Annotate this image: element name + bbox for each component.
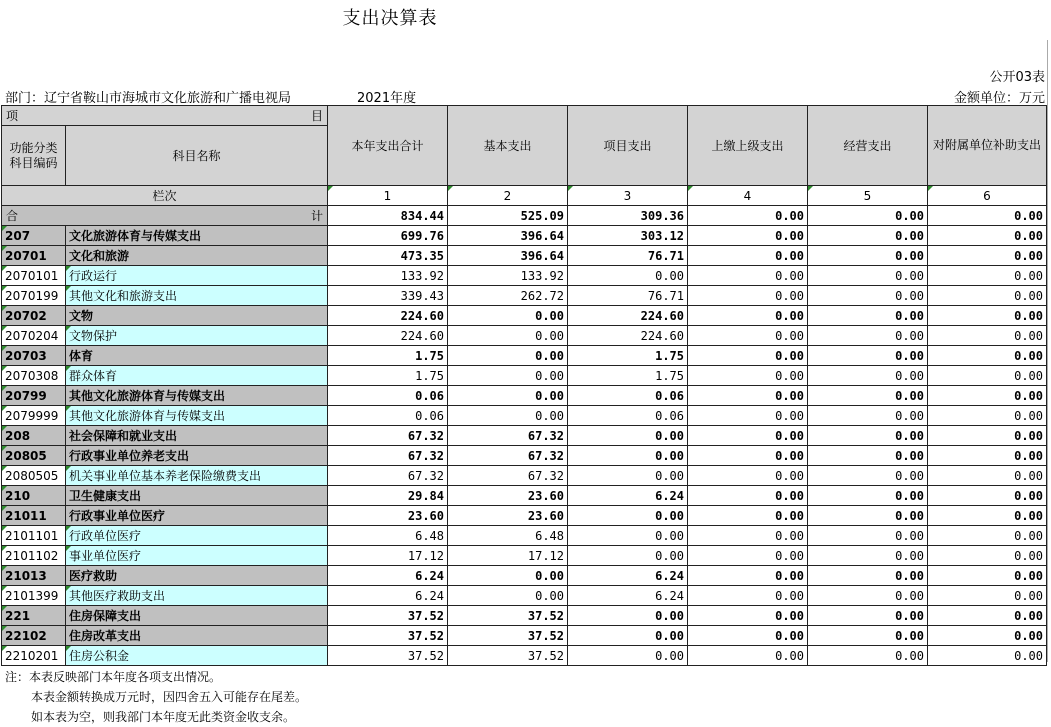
row-name: 事业单位医疗	[66, 546, 328, 566]
table-row	[2, 266, 1047, 286]
row-value-4: 0.00	[688, 466, 808, 486]
total-value-4: 0.00	[688, 206, 808, 226]
row-code: 208	[2, 426, 66, 446]
row-value-3: 0.00	[568, 266, 688, 286]
row-code: 22102	[2, 626, 66, 646]
row-value-1: 37.52	[328, 646, 448, 666]
row-code: 20799	[2, 386, 66, 406]
row-value-6: 0.00	[928, 526, 1047, 546]
table-notes	[5, 667, 307, 727]
row-value-2: 262.72	[448, 286, 568, 306]
row-value-2: 37.52	[448, 646, 568, 666]
row-value-5: 0.00	[808, 586, 928, 606]
row-value-6: 0.00	[928, 486, 1047, 506]
row-value-5: 0.00	[808, 466, 928, 486]
row-value-3: 0.00	[568, 606, 688, 626]
row-code: 210	[2, 486, 66, 506]
col-header-4: 上缴上级支出	[688, 106, 808, 186]
table-row	[2, 486, 1047, 506]
row-value-1: 224.60	[328, 326, 448, 346]
form-number: 公开03表	[989, 70, 1045, 85]
col-header-6: 对附属单位补助支出	[928, 106, 1047, 186]
row-value-5: 0.00	[808, 426, 928, 446]
row-value-3: 0.00	[568, 446, 688, 466]
row-value-3: 6.24	[568, 586, 688, 606]
row-value-3: 0.00	[568, 466, 688, 486]
total-label	[2, 206, 328, 226]
row-value-2: 0.00	[448, 306, 568, 326]
col-num-4: 4	[688, 186, 808, 206]
row-value-4: 0.00	[688, 586, 808, 606]
header-mu: 目	[310, 109, 323, 123]
row-value-4: 0.00	[688, 506, 808, 526]
total-value-6: 0.00	[928, 206, 1047, 226]
row-value-3: 0.06	[568, 406, 688, 426]
col-num-6: 6	[928, 186, 1047, 206]
row-value-6: 0.00	[928, 446, 1047, 466]
row-value-1: 224.60	[328, 306, 448, 326]
header-xiang: 项	[6, 109, 19, 123]
sheet-edge-line	[1047, 40, 1048, 662]
row-value-6: 0.00	[928, 286, 1047, 306]
row-code: 21013	[2, 566, 66, 586]
table-row	[2, 246, 1047, 266]
row-value-4: 0.00	[688, 646, 808, 666]
row-value-1: 67.32	[328, 446, 448, 466]
row-name: 行政运行	[66, 266, 328, 286]
row-code: 20703	[2, 346, 66, 366]
col-num-5: 5	[808, 186, 928, 206]
row-value-4: 0.00	[688, 306, 808, 326]
row-value-1: 1.75	[328, 346, 448, 366]
row-value-5: 0.00	[808, 566, 928, 586]
table-row	[2, 366, 1047, 386]
row-code: 207	[2, 226, 66, 246]
col-header-2: 基本支出	[448, 106, 568, 186]
row-value-2: 396.64	[448, 226, 568, 246]
table-row	[2, 606, 1047, 626]
row-value-6: 0.00	[928, 546, 1047, 566]
row-name: 其他文化和旅游支出	[66, 286, 328, 306]
row-value-3: 76.71	[568, 246, 688, 266]
lanci-label: 栏次	[2, 186, 328, 206]
row-value-2: 37.52	[448, 626, 568, 646]
row-name: 行政事业单位养老支出	[66, 446, 328, 466]
row-name: 其他医疗救助支出	[66, 586, 328, 606]
total-ji: 计	[310, 209, 323, 223]
row-name: 住房保障支出	[66, 606, 328, 626]
row-code: 2080505	[2, 466, 66, 486]
header-xiangmu	[2, 106, 328, 126]
row-value-5: 0.00	[808, 606, 928, 626]
table-body	[2, 206, 1047, 666]
row-value-2: 133.92	[448, 266, 568, 286]
row-value-5: 0.00	[808, 246, 928, 266]
row-value-1: 6.48	[328, 526, 448, 546]
expenditure-table	[1, 105, 1047, 666]
row-value-2: 37.52	[448, 606, 568, 626]
row-value-1: 1.75	[328, 366, 448, 386]
row-value-1: 6.24	[328, 566, 448, 586]
row-value-2: 0.00	[448, 326, 568, 346]
row-value-6: 0.00	[928, 386, 1047, 406]
row-value-5: 0.00	[808, 266, 928, 286]
row-value-2: 0.00	[448, 366, 568, 386]
row-value-6: 0.00	[928, 306, 1047, 326]
row-value-6: 0.00	[928, 586, 1047, 606]
row-value-1: 0.06	[328, 406, 448, 426]
row-value-4: 0.00	[688, 426, 808, 446]
table-row	[2, 526, 1047, 546]
table-row	[2, 326, 1047, 346]
row-value-2: 0.00	[448, 346, 568, 366]
row-code: 2101399	[2, 586, 66, 606]
table-row	[2, 446, 1047, 466]
row-name: 其他文化旅游体育与传媒支出	[66, 406, 328, 426]
row-value-2: 0.00	[448, 566, 568, 586]
row-name: 住房公积金	[66, 646, 328, 666]
row-value-4: 0.00	[688, 446, 808, 466]
row-value-1: 133.92	[328, 266, 448, 286]
row-value-2: 67.32	[448, 466, 568, 486]
row-value-5: 0.00	[808, 226, 928, 246]
page-title: 支出决算表	[342, 8, 438, 29]
row-value-3: 224.60	[568, 326, 688, 346]
row-value-1: 67.32	[328, 426, 448, 446]
row-value-2: 23.60	[448, 506, 568, 526]
row-code: 2101102	[2, 546, 66, 566]
row-value-5: 0.00	[808, 486, 928, 506]
table-row	[2, 306, 1047, 326]
row-value-3: 0.00	[568, 426, 688, 446]
total-row	[2, 206, 1047, 226]
row-value-1: 17.12	[328, 546, 448, 566]
row-value-6: 0.00	[928, 466, 1047, 486]
table-row	[2, 226, 1047, 246]
table-row	[2, 286, 1047, 306]
row-value-4: 0.00	[688, 606, 808, 626]
row-value-3: 303.12	[568, 226, 688, 246]
row-code: 2070204	[2, 326, 66, 346]
row-code: 2079999	[2, 406, 66, 426]
row-value-3: 76.71	[568, 286, 688, 306]
table-row	[2, 566, 1047, 586]
row-code: 21011	[2, 506, 66, 526]
row-value-4: 0.00	[688, 346, 808, 366]
row-value-2: 6.48	[448, 526, 568, 546]
row-name: 行政事业单位医疗	[66, 506, 328, 526]
row-value-1: 6.24	[328, 586, 448, 606]
row-value-6: 0.00	[928, 626, 1047, 646]
row-value-6: 0.00	[928, 346, 1047, 366]
row-value-1: 473.35	[328, 246, 448, 266]
row-value-3: 1.75	[568, 346, 688, 366]
row-value-4: 0.00	[688, 226, 808, 246]
total-value-2: 525.09	[448, 206, 568, 226]
row-value-4: 0.00	[688, 326, 808, 346]
note-line: 注：本表反映部门本年度各项支出情况。	[5, 670, 222, 684]
row-name: 社会保障和就业支出	[66, 426, 328, 446]
row-value-2: 17.12	[448, 546, 568, 566]
row-value-2: 23.60	[448, 486, 568, 506]
row-value-5: 0.00	[808, 366, 928, 386]
row-value-4: 0.00	[688, 266, 808, 286]
col-header-3: 项目支出	[568, 106, 688, 186]
row-name: 其他文化旅游体育与传媒支出	[66, 386, 328, 406]
col-header-5: 经营支出	[808, 106, 928, 186]
table-row	[2, 646, 1047, 666]
row-value-3: 0.00	[568, 506, 688, 526]
row-code: 2070199	[2, 286, 66, 306]
row-code: 2101101	[2, 526, 66, 546]
row-value-5: 0.00	[808, 286, 928, 306]
row-code: 2070101	[2, 266, 66, 286]
row-value-1: 67.32	[328, 466, 448, 486]
row-value-6: 0.00	[928, 566, 1047, 586]
total-value-5: 0.00	[808, 206, 928, 226]
row-value-3: 6.24	[568, 486, 688, 506]
row-value-4: 0.00	[688, 246, 808, 266]
row-value-5: 0.00	[808, 326, 928, 346]
col-header-code: 功能分类科目编码	[2, 126, 66, 186]
row-value-5: 0.00	[808, 546, 928, 566]
row-value-3: 224.60	[568, 306, 688, 326]
row-value-1: 37.52	[328, 606, 448, 626]
row-value-3: 1.75	[568, 366, 688, 386]
row-value-4: 0.00	[688, 366, 808, 386]
row-value-6: 0.00	[928, 606, 1047, 626]
department-label: 部门：辽宁省鞍山市海城市文化旅游和广播电视局	[5, 91, 292, 106]
row-value-3: 0.00	[568, 646, 688, 666]
row-value-3: 0.06	[568, 386, 688, 406]
row-value-4: 0.00	[688, 406, 808, 426]
row-value-4: 0.00	[688, 286, 808, 306]
row-value-5: 0.00	[808, 406, 928, 426]
table-header	[2, 106, 1047, 206]
col-header-1: 本年支出合计	[328, 106, 448, 186]
row-value-6: 0.00	[928, 426, 1047, 446]
row-value-4: 0.00	[688, 546, 808, 566]
table-row	[2, 386, 1047, 406]
row-code: 20702	[2, 306, 66, 326]
row-value-4: 0.00	[688, 566, 808, 586]
col-num-1: 1	[328, 186, 448, 206]
row-value-3: 0.00	[568, 626, 688, 646]
row-value-6: 0.00	[928, 406, 1047, 426]
row-name: 文物保护	[66, 326, 328, 346]
row-value-2: 0.00	[448, 386, 568, 406]
table-row	[2, 426, 1047, 446]
row-value-5: 0.00	[808, 506, 928, 526]
row-value-4: 0.00	[688, 386, 808, 406]
row-code: 20701	[2, 246, 66, 266]
table-row	[2, 626, 1047, 646]
row-name: 住房改革支出	[66, 626, 328, 646]
row-value-5: 0.00	[808, 346, 928, 366]
row-name: 文物	[66, 306, 328, 326]
row-code: 221	[2, 606, 66, 626]
row-value-5: 0.00	[808, 526, 928, 546]
row-code: 2210201	[2, 646, 66, 666]
row-name: 体育	[66, 346, 328, 366]
row-value-1: 339.43	[328, 286, 448, 306]
row-value-6: 0.00	[928, 646, 1047, 666]
row-value-2: 0.00	[448, 586, 568, 606]
row-value-3: 0.00	[568, 526, 688, 546]
table-row	[2, 586, 1047, 606]
row-value-6: 0.00	[928, 366, 1047, 386]
row-code: 2070308	[2, 366, 66, 386]
row-name: 文化和旅游	[66, 246, 328, 266]
row-value-6: 0.00	[928, 226, 1047, 246]
row-value-6: 0.00	[928, 266, 1047, 286]
fiscal-year: 2021年度	[357, 91, 417, 106]
row-value-1: 699.76	[328, 226, 448, 246]
row-value-4: 0.00	[688, 526, 808, 546]
row-name: 机关事业单位基本养老保险缴费支出	[66, 466, 328, 486]
row-value-1: 37.52	[328, 626, 448, 646]
row-value-6: 0.00	[928, 246, 1047, 266]
row-value-2: 67.32	[448, 446, 568, 466]
row-value-5: 0.00	[808, 646, 928, 666]
row-name: 群众体育	[66, 366, 328, 386]
row-value-4: 0.00	[688, 486, 808, 506]
table-row	[2, 506, 1047, 526]
row-name: 文化旅游体育与传媒支出	[66, 226, 328, 246]
row-name: 行政单位医疗	[66, 526, 328, 546]
row-value-4: 0.00	[688, 626, 808, 646]
amount-unit: 金额单位：万元	[953, 91, 1045, 106]
col-num-2: 2	[448, 186, 568, 206]
total-he: 合	[6, 209, 19, 223]
row-value-3: 0.00	[568, 546, 688, 566]
row-value-3: 6.24	[568, 566, 688, 586]
row-code: 20805	[2, 446, 66, 466]
row-value-5: 0.00	[808, 446, 928, 466]
row-value-5: 0.00	[808, 626, 928, 646]
row-value-1: 0.06	[328, 386, 448, 406]
row-name: 医疗救助	[66, 566, 328, 586]
row-value-6: 0.00	[928, 326, 1047, 346]
row-value-6: 0.00	[928, 506, 1047, 526]
col-num-3: 3	[568, 186, 688, 206]
row-value-5: 0.00	[808, 306, 928, 326]
row-name: 卫生健康支出	[66, 486, 328, 506]
row-value-2: 396.64	[448, 246, 568, 266]
col-header-name: 科目名称	[66, 126, 328, 186]
table-row	[2, 546, 1047, 566]
note-line: 如本表为空，则我部门本年度无此类资金收支余。	[31, 710, 296, 724]
row-value-5: 0.00	[808, 386, 928, 406]
table-row	[2, 406, 1047, 426]
row-value-2: 67.32	[448, 426, 568, 446]
row-value-2: 0.00	[448, 406, 568, 426]
table-row	[2, 346, 1047, 366]
total-value-3: 309.36	[568, 206, 688, 226]
total-value-1: 834.44	[328, 206, 448, 226]
row-value-1: 23.60	[328, 506, 448, 526]
table-row	[2, 466, 1047, 486]
row-value-1: 29.84	[328, 486, 448, 506]
note-line: 本表金额转换成万元时，因四舍五入可能存在尾差。	[31, 690, 308, 704]
